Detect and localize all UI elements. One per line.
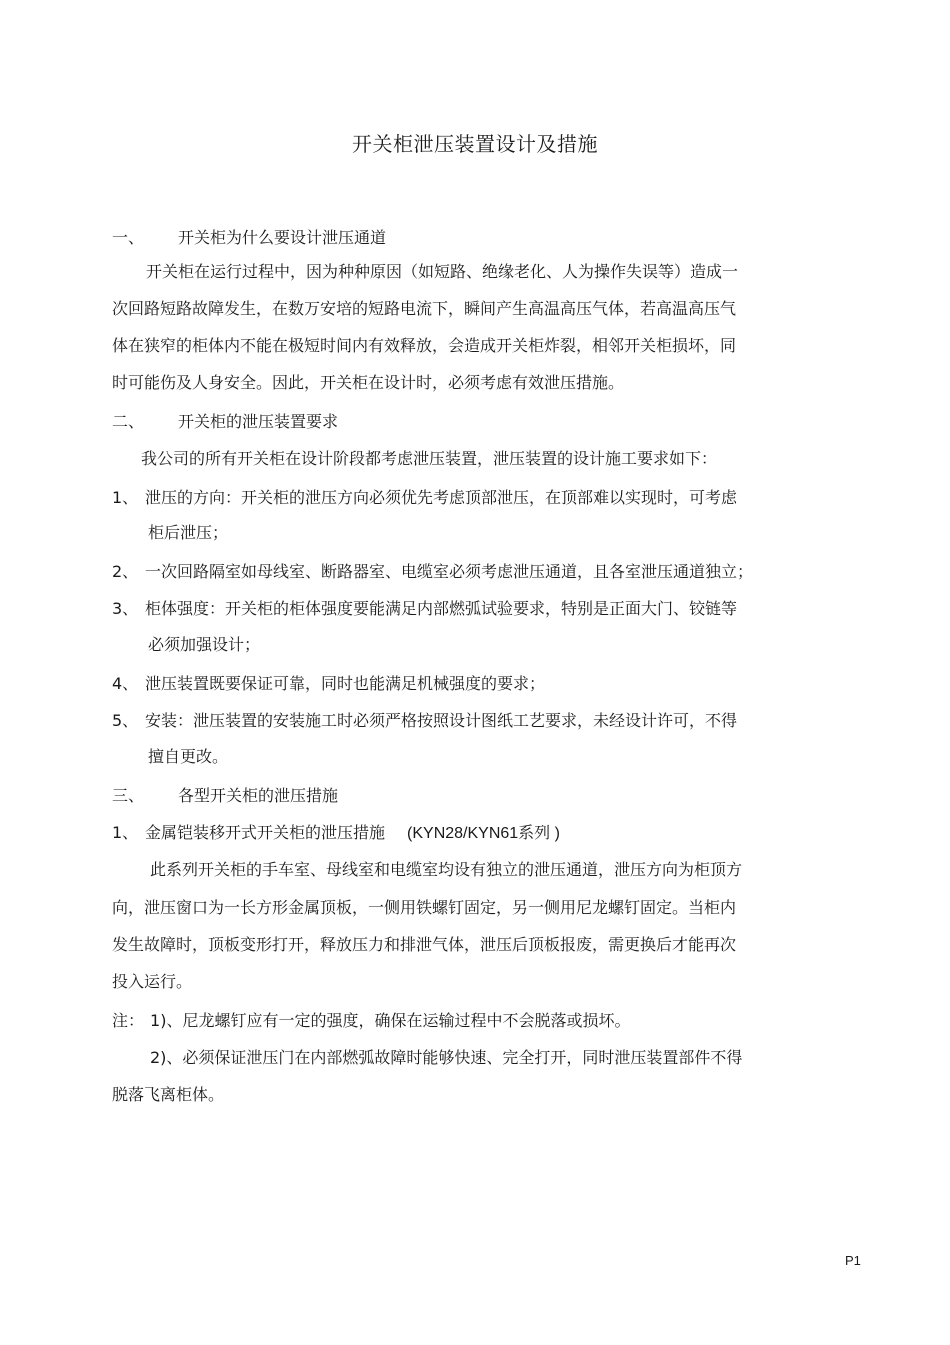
item-2-text: 一次回路隔室如母线室、断路器室、电缆室必须考虑泄压通道，且各室泄压通道独立； — [145, 562, 754, 581]
section-1-para-line-4: 时可能伤及人身安全。因此，开关柜在设计时，必须考虑有效泄压措施。 — [112, 373, 625, 392]
item-4-text: 泄压装置既要保证可靠，同时也能满足机械强度的要求； — [145, 674, 546, 693]
document-title: 开关柜泄压装置设计及措施 — [352, 132, 598, 156]
section-3-para-line-4: 投入运行。 — [112, 972, 193, 991]
note-2: 2)、必须保证泄压门在内部燃弧故障时能够快速、完全打开，同时泄压装置部件不得 — [150, 1048, 743, 1067]
section-2-title: 开关柜的泄压装置要求 — [178, 412, 339, 431]
item-1-number: 1、 — [112, 488, 139, 507]
section-1-para-line-2: 次回路短路故障发生，在数万安培的短路电流下，瞬间产生高温高压气体，若高温高压气 — [112, 299, 737, 318]
item-2-number: 2、 — [112, 562, 139, 581]
item-3-text: 柜体强度：开关柜的柜体强度要能满足内部燃弧试验要求，特别是正面大门、铰链等 — [145, 599, 738, 618]
section-2-item-5-cont: 擅自更改。 — [148, 747, 229, 766]
section-3-number: 三、 — [112, 786, 145, 805]
section-2-item-2 — [112, 561, 753, 583]
item-5-number: 5、 — [112, 711, 139, 730]
section-1-number: 一、 — [112, 228, 145, 247]
note-1-text: 1)、尼龙螺钉应有一定的强度，确保在运输过程中不会脱落或损坏。 — [150, 1011, 631, 1030]
section-2-intro: 我公司的所有开关柜在设计阶段都考虑泄压装置，泄压装置的设计施工要求如下： — [141, 449, 718, 468]
section-1-heading — [112, 227, 386, 249]
section-3-para-line-2: 向，泄压窗口为一长方形金属顶板，一侧用铁螺钉固定，另一侧用尼龙螺钉固定。当柜内 — [112, 898, 737, 917]
section-3-title: 各型开关柜的泄压措施 — [178, 786, 339, 805]
section-3-para-line-1: 此系列开关柜的手车室、母线室和电缆室均设有独立的泄压通道，泄压方向为柜顶方 — [150, 860, 743, 879]
item-1-text: 泄压的方向：开关柜的泄压方向必须优先考虑顶部泄压，在顶部难以实现时，可考虑 — [145, 488, 738, 507]
item-4-number: 4、 — [112, 674, 139, 693]
section-3-para-line-3: 发生故障时，顶板变形打开，释放压力和排泄气体，泄压后顶板报废，需更换后才能再次 — [112, 935, 737, 954]
s3-item-1-text: 金属铠装移开式开关柜的泄压措施 — [145, 823, 386, 842]
section-2-number: 二、 — [112, 412, 145, 431]
section-2-heading — [112, 411, 338, 433]
section-2-item-1 — [112, 487, 737, 509]
section-3-heading — [112, 785, 338, 807]
section-2-item-4 — [112, 673, 545, 695]
section-2-item-3 — [112, 598, 737, 620]
section-2-item-5 — [112, 710, 737, 732]
section-3-item-1 — [112, 822, 560, 845]
section-1-para-line-3: 体在狭窄的柜体内不能在极短时间内有效释放，会造成开关柜炸裂，相邻开关柜损坏，同 — [112, 336, 737, 355]
section-1-para-line-1: 开关柜在运行过程中，因为种种原因（如短路、绝缘老化、人为操作失误等）造成一 — [146, 262, 739, 281]
note-1 — [112, 1010, 630, 1032]
item-3-number: 3、 — [112, 599, 139, 618]
s3-item-1-model: (KYN28/KYN61系列 ) — [407, 825, 560, 842]
note-label: 注： — [112, 1011, 145, 1030]
item-5-text: 安装：泄压装置的安装施工时必须严格按照设计图纸工艺要求，未经设计许可，不得 — [145, 711, 738, 730]
section-2-item-3-cont: 必须加强设计； — [148, 635, 261, 654]
s3-item-1-number: 1、 — [112, 823, 139, 842]
note-2-cont: 脱落飞离柜体。 — [112, 1085, 225, 1104]
section-2-item-1-cont: 柜后泄压； — [148, 523, 229, 542]
section-1-title: 开关柜为什么要设计泄压通道 — [178, 228, 387, 247]
page-number: P1 — [845, 1253, 861, 1268]
